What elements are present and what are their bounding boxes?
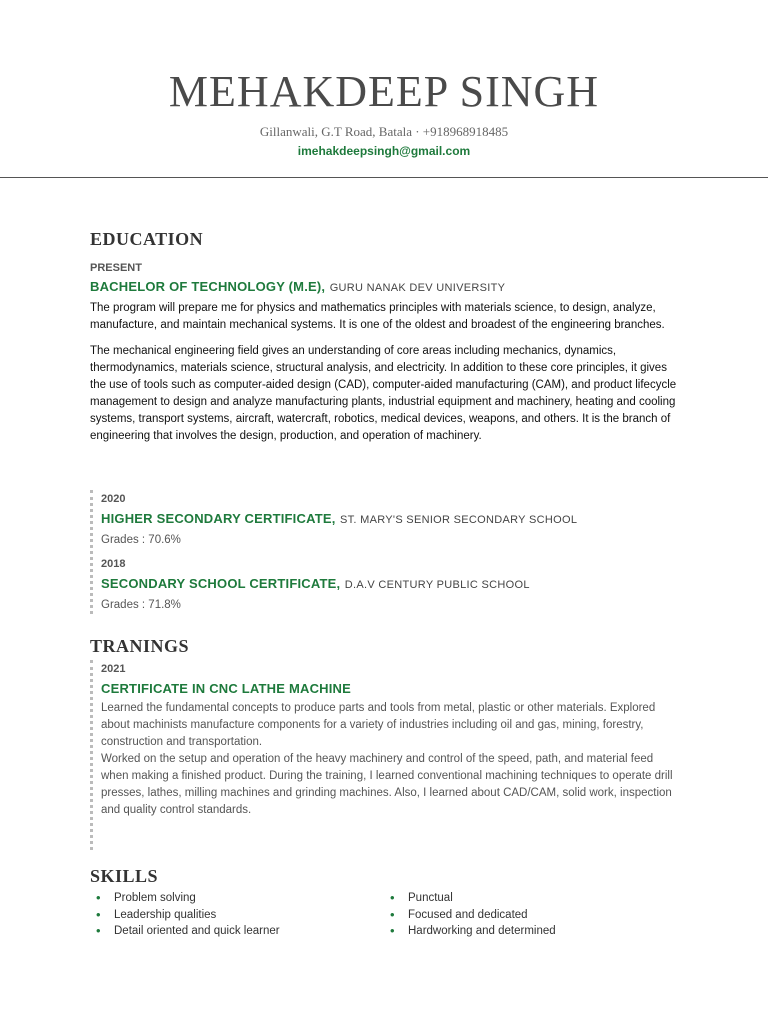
institution-name: D.A.V CENTURY PUBLIC SCHOOL	[344, 579, 530, 591]
skill-item: • Punctual	[386, 890, 556, 907]
header-divider	[0, 177, 768, 178]
contact-line: Gillanwali, G.T Road, Batala · +918968918485	[259, 124, 509, 139]
degree-title: SECONDARY SCHOOL CERTIFICATE,	[101, 576, 341, 591]
skill-item: • Problem solving	[92, 890, 280, 907]
grades-text: Grades : 70.6%	[101, 534, 181, 546]
training-description: Worked on the setup and operation of the heavy machinery and control of the speed, path, and material feed when making a finished product. During the training, I learned conventional machining techniques to operate drill presses, lathes, milling machines and grinding machines. Also, I learned about CAD/CAM, solid work, inspection and quality control standards.	[101, 753, 673, 816]
education-period: 2018	[101, 558, 126, 570]
training-title: CERTIFICATE IN CNC LATHE MACHINE	[101, 681, 352, 696]
skill-item: • Hardworking and determined	[386, 923, 556, 940]
institution-name: GURU NANAK DEV UNIVERSITY	[329, 282, 506, 294]
trainings-heading: TRANINGS	[90, 636, 190, 656]
education-heading: EDUCATION	[90, 229, 204, 249]
skills-heading: SKILLS	[90, 866, 159, 886]
training-period: 2021	[101, 663, 126, 675]
training-description: Learned the fundamental concepts to produce parts and tools from metal, plastic or other materials. Explored about machinists manufacture components for a variety of industries including oil and gas, mining, forestry, construction and transportation.	[101, 702, 656, 748]
training-entry	[90, 660, 681, 850]
institution-name: ST. MARY'S SENIOR SECONDARY SCHOOL	[339, 514, 578, 526]
grades-text: Grades : 71.8%	[101, 599, 181, 611]
education-description: The program will prepare me for physics and mathematics principles with materials science, to design, analyze, manufacture, and maintain mechanical systems. It is one of the oldest and broadest of the engineering branches.	[90, 302, 665, 331]
degree-title: HIGHER SECONDARY CERTIFICATE,	[101, 511, 336, 526]
skills-list-left	[92, 890, 280, 940]
email-address[interactable]: imehakdeepsingh@gmail.com	[297, 144, 471, 158]
candidate-name: MEHAKDEEP SINGH	[168, 67, 600, 116]
education-entry-secondary-group	[90, 490, 681, 614]
education-entry-bachelor	[90, 261, 680, 445]
skill-item: • Focused and dedicated	[386, 907, 556, 924]
skill-item: • Detail oriented and quick learner	[92, 923, 280, 940]
skills-list-right	[386, 890, 556, 940]
degree-title: BACHELOR OF TECHNOLOGY (M.E),	[90, 279, 326, 294]
skill-item: • Leadership qualities	[92, 907, 280, 924]
resume-header	[0, 0, 768, 158]
education-period: PRESENT	[90, 262, 142, 274]
education-description: The mechanical engineering field gives an understanding of core areas including mechanics, dynamics, thermodynamics, materials science, structural analysis, and electricity. In addition to these core principles, it gives the use of tools such as computer-aided design (CAD), computer-aided manufacturing (CAM), and product lifecycle management to design and analyze manufacturing plants, industrial equipment and machinery, heating and cooling systems, transport systems, aircraft, watercraft, robotics, medical devices, weapons, and others. It is the branch of engineering that involves the design, production, and operation of machinery.	[90, 345, 677, 442]
education-period: 2020	[101, 493, 126, 505]
